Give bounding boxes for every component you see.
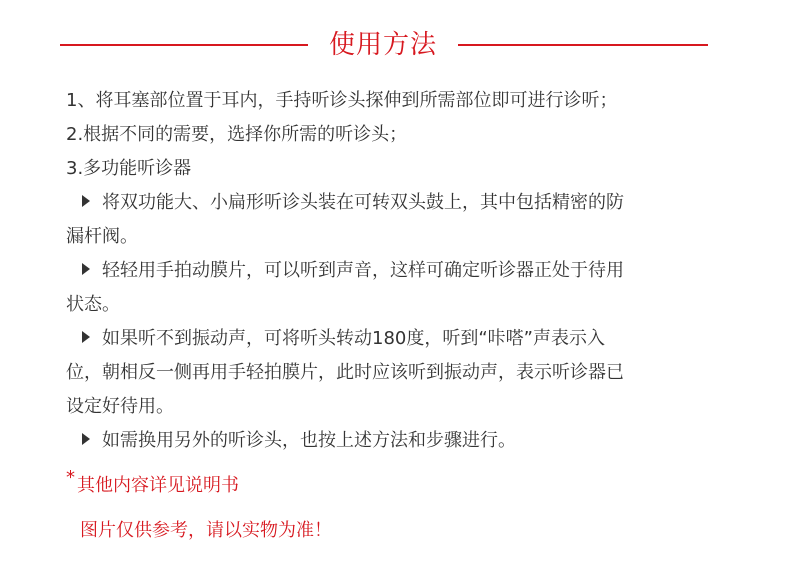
step-3: 3.多功能听诊器 bbox=[66, 158, 192, 179]
note-text: 其他内容详见说明书 bbox=[77, 475, 239, 496]
header-rule-right bbox=[458, 44, 708, 46]
bullet-item bbox=[66, 322, 706, 424]
bullet-text-cont: 位，朝相反一侧再用手轻拍膜片，此时应该听到振动声，表示听诊器已 bbox=[66, 362, 624, 383]
bullet-text-cont: 漏杆阀。 bbox=[66, 226, 138, 247]
bullet-item bbox=[66, 424, 706, 458]
bullet-text-cont: 设定好待用。 bbox=[66, 396, 174, 417]
bullet-text: 如果听不到振动声，可将听头转动180度，听到“咔嗒”声表示入 bbox=[102, 328, 606, 349]
triangle-bullet-icon bbox=[82, 331, 90, 343]
bullet-item bbox=[66, 186, 706, 254]
bullet-text: 轻轻用手拍动膜片，可以听到声音，这样可确定听诊器正处于待用 bbox=[102, 260, 624, 281]
section-title: 使用方法 bbox=[328, 30, 437, 60]
step-2: 2.根据不同的需要，选择你所需的听诊头； bbox=[66, 124, 408, 145]
disclaimer: 图片仅供参考，请以实物为准！ bbox=[80, 520, 332, 541]
note bbox=[66, 467, 239, 500]
triangle-bullet-icon bbox=[82, 195, 90, 207]
bullet-text-cont: 状态。 bbox=[66, 294, 120, 315]
bullet-text: 如需换用另外的听诊头，也按上述方法和步骤进行。 bbox=[102, 430, 516, 451]
bullet-item bbox=[66, 254, 706, 322]
bullet-text: 将双功能大、小扁形听诊头装在可转双头鼓上，其中包括精密的防 bbox=[102, 192, 624, 213]
section-header bbox=[0, 22, 790, 66]
asterisk-icon: * bbox=[66, 467, 75, 488]
step-1: 1、将耳塞部位置于耳内，手持听诊头探伸到所需部位即可进行诊听； bbox=[66, 90, 618, 111]
triangle-bullet-icon bbox=[82, 433, 90, 445]
instructions-body bbox=[66, 84, 706, 458]
header-rule-left bbox=[60, 44, 308, 46]
triangle-bullet-icon bbox=[82, 263, 90, 275]
